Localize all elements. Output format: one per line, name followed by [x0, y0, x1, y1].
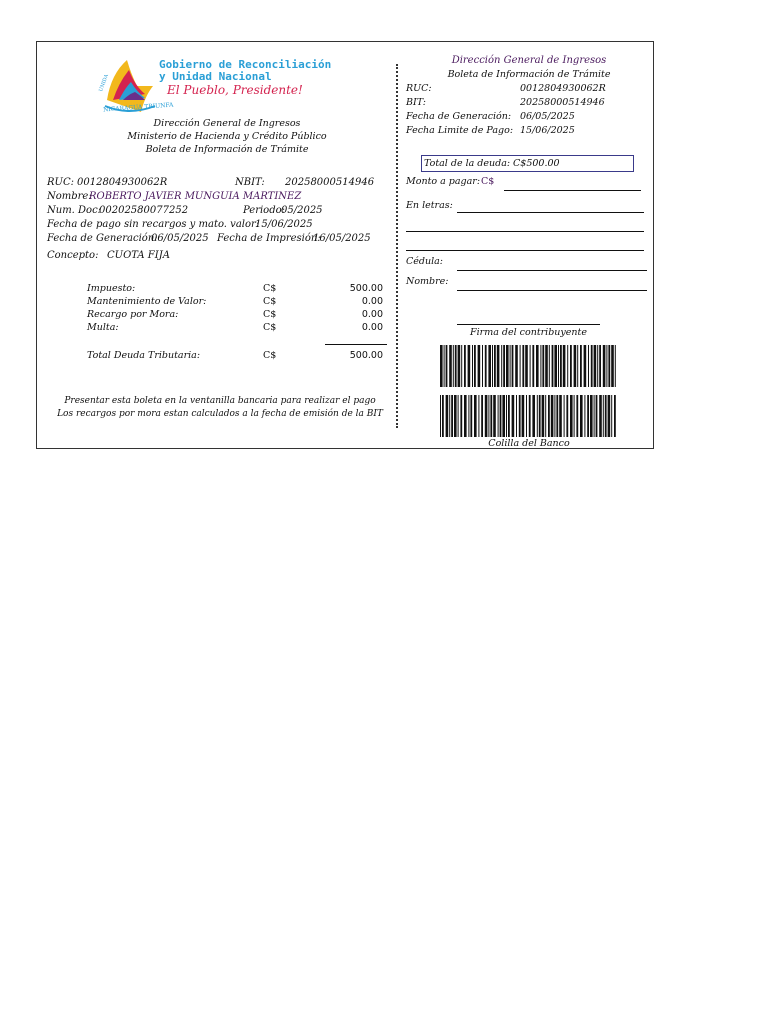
barcode-bar: [554, 395, 555, 437]
barcode-bar: [508, 395, 510, 437]
barcode-bar: [510, 345, 511, 387]
nombre-field[interactable]: [457, 290, 647, 291]
barcode-bar: [570, 395, 573, 437]
colilla-label: Colilla del Banco: [488, 438, 570, 449]
barcode-bar: [599, 345, 601, 387]
right-fecha-gen-label: Fecha de Generación:: [406, 111, 512, 122]
barcode-bar: [461, 345, 462, 387]
numdoc-label: Num. Doc:: [47, 205, 102, 216]
barcode-bar: [540, 345, 541, 387]
amount-row-label: Recargo por Mora:: [87, 309, 179, 320]
letras-label: En letras:: [406, 200, 453, 211]
amount-row-value: 0.00: [361, 296, 383, 307]
barcode-bar: [501, 345, 502, 387]
barcode-top: [440, 345, 618, 387]
barcode-bar: [526, 395, 527, 437]
logo-arc-text: NICARAGUA TRIUNFA: [102, 101, 174, 114]
barcode-bar: [606, 345, 607, 387]
barcode-bar: [588, 345, 589, 387]
right-bit-label: BIT:: [406, 97, 426, 108]
barcode-bar: [597, 345, 598, 387]
letras-field-3[interactable]: [406, 250, 644, 251]
ruc-value: 0012804930062R: [77, 177, 168, 188]
barcode-bar: [460, 395, 462, 437]
barcode-bar: [577, 345, 578, 387]
right-fecha-gen-value: 06/05/2025: [520, 111, 575, 122]
barcode-bar: [580, 395, 583, 437]
amount-row-value: 0.00: [361, 322, 383, 333]
periodo-value: 05/2025: [281, 205, 323, 216]
amount-row: [87, 283, 387, 296]
fecha-gen-value: 06/05/2025: [151, 233, 209, 244]
barcode-bar: [440, 345, 443, 387]
barcode-bar: [468, 345, 471, 387]
total-deuda-label: Total de la deuda:: [424, 158, 511, 169]
total-amount: 500.00: [349, 350, 383, 361]
barcode-bar: [611, 345, 614, 387]
barcode-bar: [584, 345, 587, 387]
fecha-pago-value: 15/06/2025: [255, 219, 313, 230]
barcode-bar: [551, 395, 554, 437]
barcode-bar: [532, 395, 535, 437]
barcode-bar: [584, 395, 585, 437]
barcode-bar: [599, 395, 602, 437]
barcode-bar: [608, 345, 610, 387]
barcode-bar: [542, 395, 545, 437]
barcode-bar: [525, 345, 528, 387]
barcode-bar: [474, 395, 477, 437]
barcode-bar: [494, 345, 496, 387]
barcode-bar: [485, 345, 487, 387]
right-ruc-label: RUC:: [406, 83, 432, 94]
barcode-bar: [539, 395, 541, 437]
amount-row-label: Multa:: [87, 322, 119, 333]
logo-side-text: UNIDA: [98, 73, 111, 93]
barcode-bar: [549, 345, 550, 387]
letras-field-2[interactable]: [406, 231, 644, 232]
nombre-value: ROBERTO JAVIER MUNGUIA MARTINEZ: [89, 191, 302, 202]
concepto-value: CUOTA FIJA: [107, 250, 170, 261]
barcode-bar: [548, 395, 550, 437]
barcode-bar: [564, 395, 565, 437]
barcode-bar: [576, 395, 578, 437]
nombre-label-right: Nombre:: [406, 276, 449, 287]
firma-label: Firma del contribuyente: [470, 327, 587, 338]
barcode-bar: [560, 345, 562, 387]
barcode-bar: [596, 395, 598, 437]
barcode-bar: [516, 395, 517, 437]
barcode-bar: [520, 345, 521, 387]
barcode-bar: [481, 395, 483, 437]
amount-row: [87, 309, 387, 322]
amount-row-currency: C$: [263, 283, 277, 294]
footer-line1: Presentar esta boleta en la ventanilla bancaria para realizar el pago: [64, 396, 376, 406]
barcode-bar: [497, 345, 500, 387]
barcode-bar: [472, 345, 473, 387]
nbit-label: NBIT:: [235, 177, 265, 188]
barcode-bar: [506, 345, 509, 387]
left-header-line3: Boleta de Información de Trámite: [145, 144, 309, 155]
barcode-bar: [522, 345, 524, 387]
barcode-bar: [529, 395, 531, 437]
right-fecha-lim-label: Fecha Limite de Pago:: [406, 125, 514, 136]
barcode-bar: [563, 345, 566, 387]
barcode-bar: [490, 395, 492, 437]
barcode-bar: [444, 345, 445, 387]
right-title: Dirección General de Ingresos: [451, 55, 607, 66]
barcode-bar: [614, 395, 616, 437]
barcode-bar: [488, 345, 491, 387]
barcode-bottom: [440, 395, 618, 437]
nbit-value: 20258000514946: [285, 177, 375, 188]
barcode-bar: [522, 395, 525, 437]
cedula-field[interactable]: [457, 270, 647, 271]
monto-currency: C$: [481, 176, 495, 187]
amount-row-currency: C$: [263, 322, 277, 333]
cedula-label: Cédula:: [406, 256, 443, 267]
logo-slogan: El Pueblo, Presidente!: [167, 83, 303, 97]
logo-line2: y Unidad Nacional: [159, 70, 272, 83]
nombre-label: Nombre:: [47, 191, 92, 202]
barcode-bar: [556, 395, 558, 437]
total-deuda-value: C$500.00: [513, 158, 560, 169]
barcode-bar: [545, 345, 548, 387]
barcode-bar: [442, 395, 444, 437]
amount-row: [87, 322, 387, 335]
barcode-bar: [500, 395, 502, 437]
barcode-bar: [470, 395, 472, 437]
concepto-label: Concepto:: [47, 250, 99, 261]
barcode-bar: [515, 345, 518, 387]
fecha-imp-value: 16/05/2025: [313, 233, 371, 244]
barcode-bar: [478, 395, 479, 437]
letras-field[interactable]: [457, 212, 644, 213]
right-bit-value: 20258000514946: [520, 97, 605, 108]
barcode-bar: [603, 345, 606, 387]
amount-row-value: 0.00: [361, 309, 383, 320]
barcode-bar: [536, 345, 539, 387]
barcode-bar: [468, 395, 469, 437]
barcode-bar: [591, 345, 593, 387]
left-header-line1: Dirección General de Ingresos: [153, 118, 301, 129]
right-subtitle: Boleta de Información de Trámite: [447, 69, 611, 80]
left-header-line2: Ministerio de Hacienda y Crédito Público: [127, 131, 327, 142]
barcode-bar: [446, 395, 449, 437]
barcode-bar: [478, 345, 481, 387]
barcode-bar: [519, 395, 521, 437]
barcode-bar: [455, 345, 457, 387]
barcode-bar: [605, 395, 607, 437]
barcode-bar: [594, 395, 595, 437]
barcode-bar: [587, 395, 589, 437]
barcode-bar: [570, 345, 572, 387]
barcode-bar: [611, 395, 612, 437]
numdoc-value: 00202580077252: [99, 205, 189, 216]
barcode-bar: [554, 345, 557, 387]
barcode-bar: [453, 345, 454, 387]
amount-row-currency: C$: [263, 296, 277, 307]
barcode-bar: [615, 345, 616, 387]
fecha-pago-label: Fecha de pago sin recargos y mato. valor:: [47, 219, 260, 230]
amount-row-label: Impuesto:: [87, 283, 136, 294]
barcode-bar: [590, 395, 593, 437]
barcode-bar: [537, 395, 538, 437]
amounts-table: [87, 283, 387, 335]
barcode-bar: [493, 395, 496, 437]
barcode-bar: [574, 395, 575, 437]
right-ruc-value: 0012804930062R: [520, 83, 606, 94]
perforation-divider: [396, 64, 398, 428]
barcode-bar: [449, 395, 450, 437]
total-currency: C$: [263, 350, 277, 361]
barcode-bar: [488, 395, 489, 437]
barcode-bar: [474, 345, 476, 387]
barcode-bar: [482, 345, 483, 387]
periodo-label: Periodo:: [243, 205, 285, 216]
barcode-bar: [440, 395, 441, 437]
barcode-bar: [580, 345, 582, 387]
amount-row-value: 500.00: [349, 283, 383, 294]
barcode-bar: [512, 395, 515, 437]
barcode-bar: [454, 395, 457, 437]
barcode-bar: [449, 345, 452, 387]
amount-row-currency: C$: [263, 309, 277, 320]
fecha-imp-label: Fecha de Impresión:: [217, 233, 321, 244]
barcode-bar: [567, 345, 568, 387]
monto-label: Monto a pagar:: [406, 176, 481, 187]
barcode-bar: [464, 345, 466, 387]
barcode-bar: [559, 395, 562, 437]
barcode-bar: [464, 395, 467, 437]
barcode-bar: [498, 395, 499, 437]
barcode-bar: [545, 395, 546, 437]
barcode-bar: [512, 345, 514, 387]
barcode-bar: [492, 345, 493, 387]
barcode-bar: [506, 395, 507, 437]
logo-line1: Gobierno de Reconciliación: [159, 58, 332, 71]
barcode-bar: [603, 395, 604, 437]
barcode-bar: [566, 395, 568, 437]
barcode-bar: [542, 345, 544, 387]
barcode-bar: [532, 345, 534, 387]
ruc-label: RUC:: [47, 177, 74, 188]
total-divider: [325, 344, 387, 345]
barcode-bar: [530, 345, 531, 387]
barcode-bar: [502, 395, 505, 437]
barcode-bar: [451, 395, 453, 437]
footer-line2: Los recargos por mora estan calculados a la fecha de emisión de la BIT: [57, 409, 383, 419]
barcode-bar: [558, 345, 559, 387]
amount-row-label: Mantenimiento de Valor:: [87, 296, 207, 307]
total-label: Total Deuda Tributaria:: [87, 350, 201, 361]
right-fecha-lim-value: 15/06/2025: [520, 125, 575, 136]
barcode-bar: [552, 345, 554, 387]
barcode-bar: [485, 395, 488, 437]
amount-row: [87, 296, 387, 309]
barcode-bar: [503, 345, 505, 387]
barcode-bar: [574, 345, 577, 387]
barcode-bar: [458, 395, 459, 437]
barcode-bar: [458, 345, 461, 387]
payment-slip: [36, 41, 654, 449]
barcode-bar: [446, 345, 448, 387]
fecha-gen-label: Fecha de Generación:: [47, 233, 158, 244]
monto-field[interactable]: [504, 190, 641, 191]
barcode-bar: [608, 395, 611, 437]
barcode-bar: [594, 345, 597, 387]
firma-line[interactable]: [457, 324, 600, 325]
